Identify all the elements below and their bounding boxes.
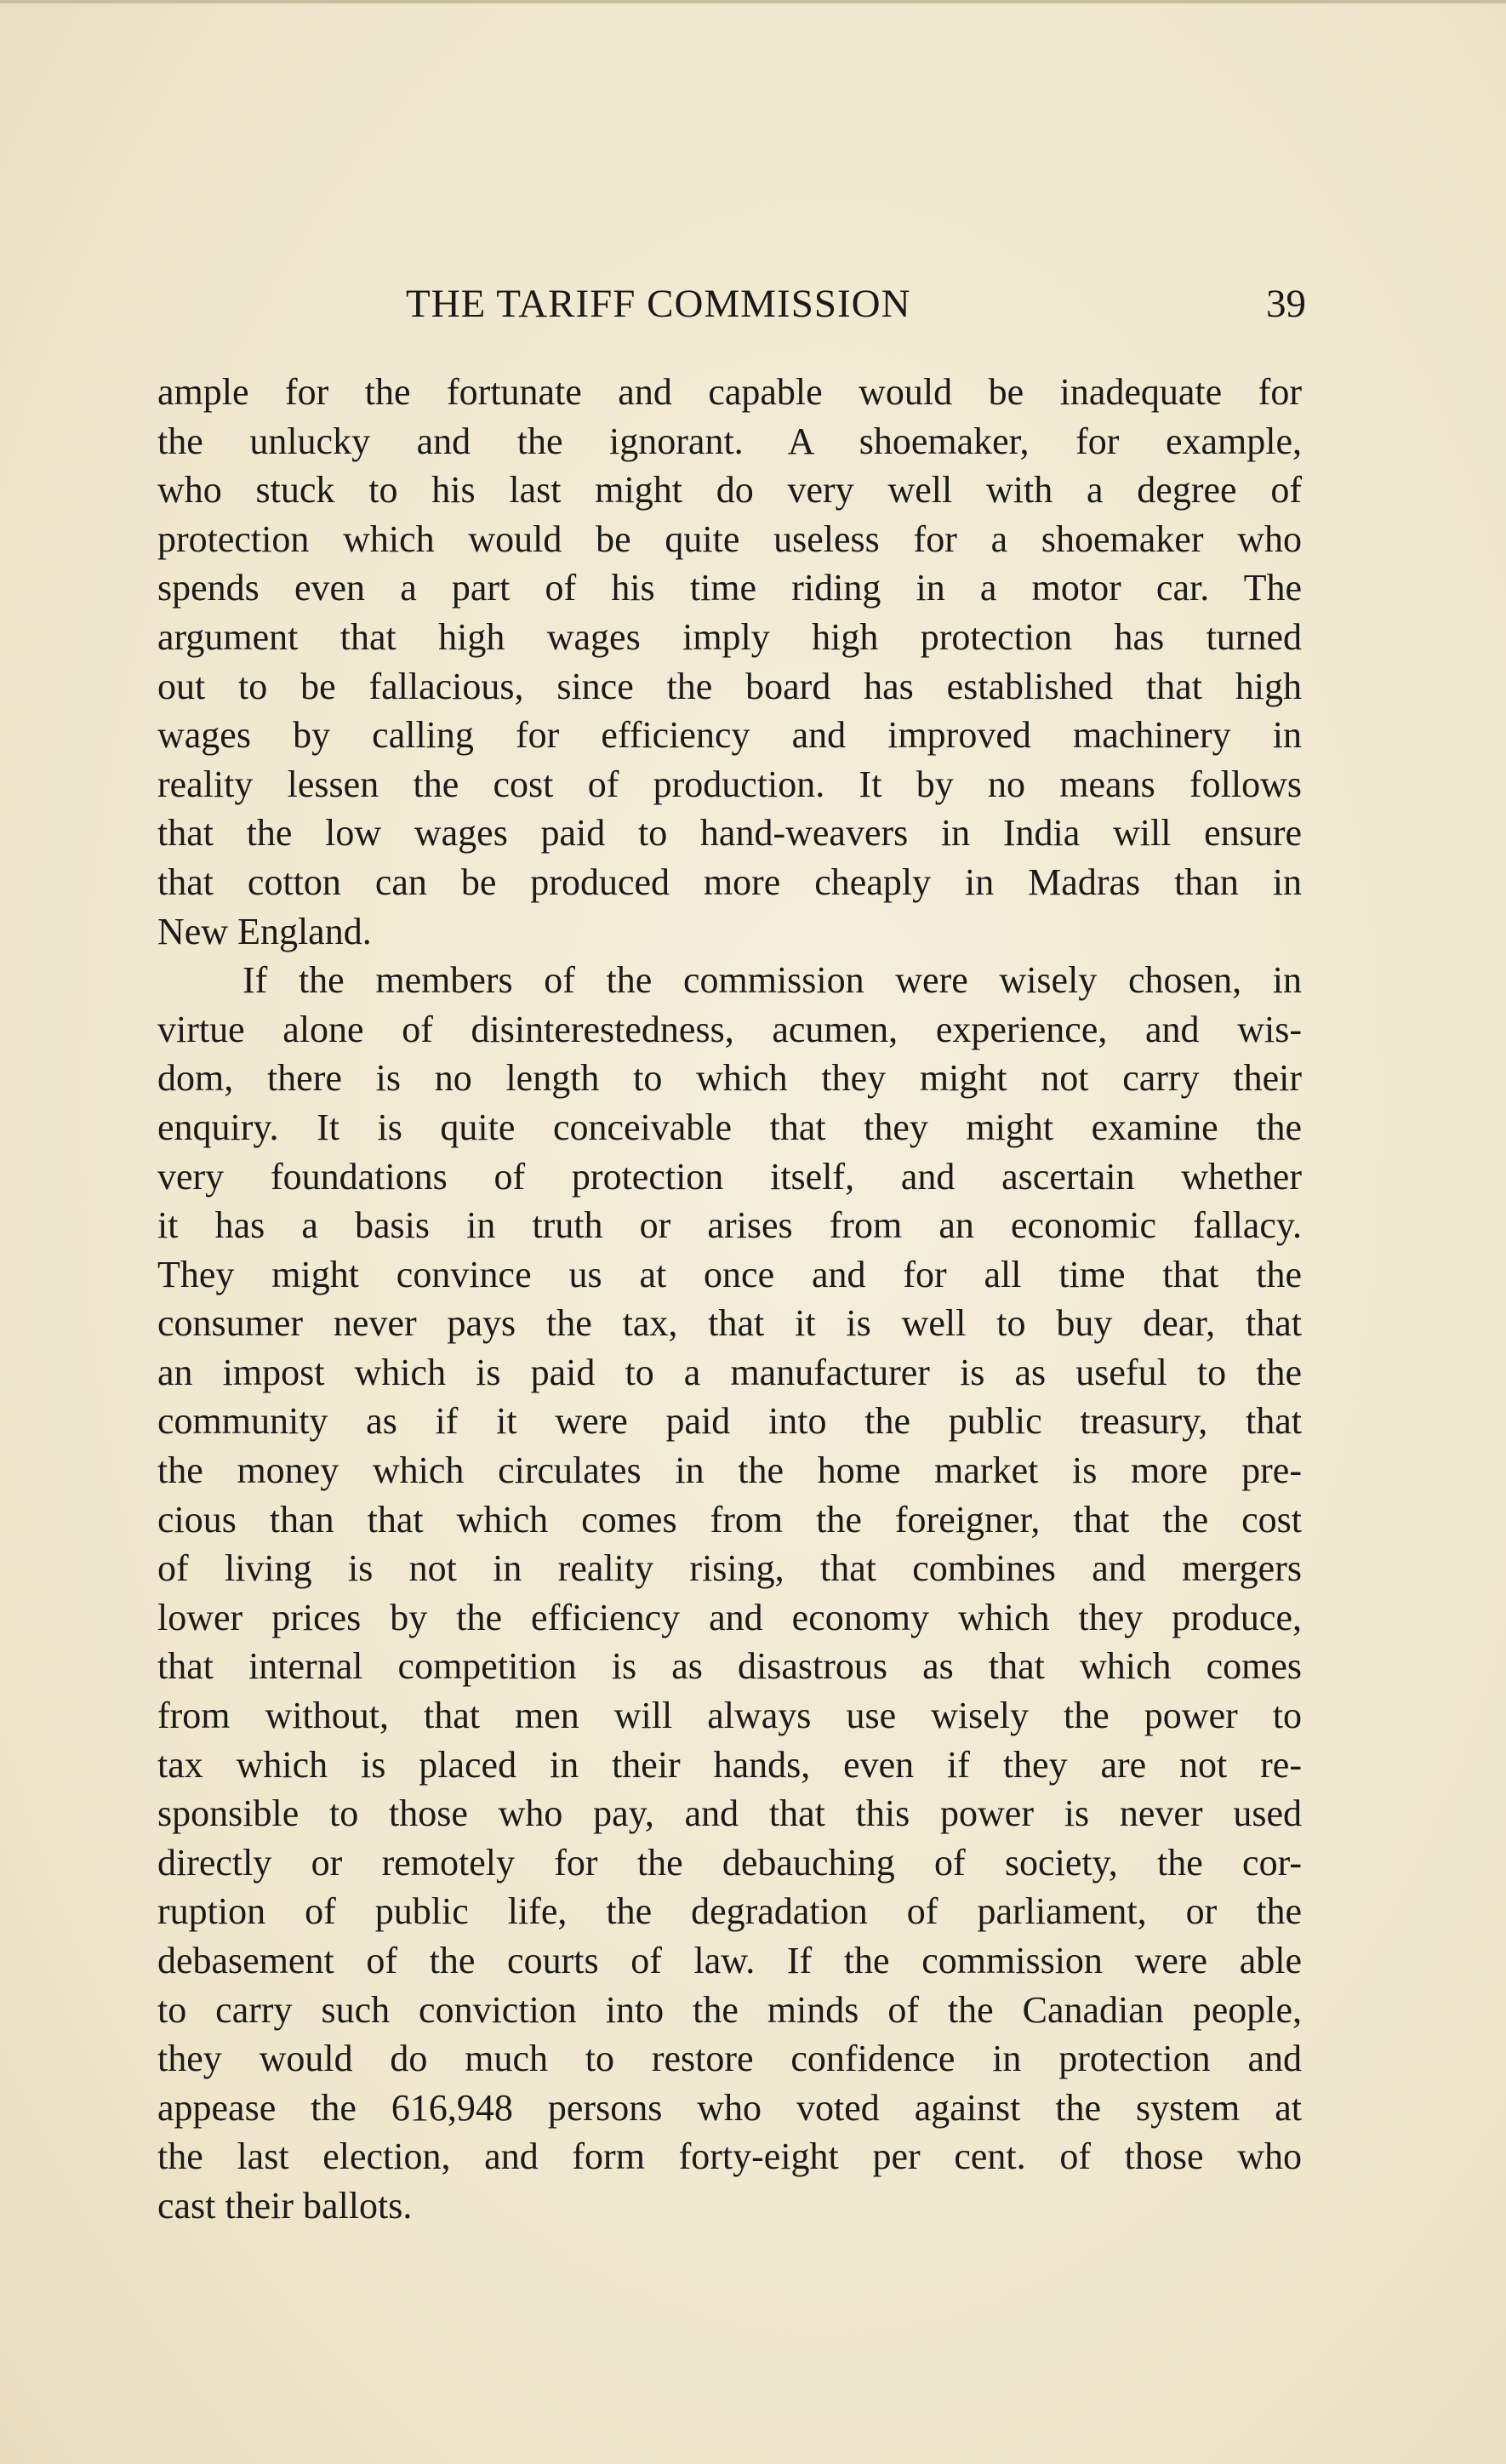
- text-line: reality lessen the cost of production. It by no means follows: [157, 763, 1302, 805]
- text-line: that the low wages paid to hand-weavers in India will ensure: [157, 812, 1302, 855]
- text-line: ample for the fortunate and capable would be inadequate for: [157, 371, 1302, 413]
- text-line: argument that high wages imply high protection has turned: [157, 615, 1302, 658]
- text-line: cious than that which comes from the foreigner, that the cost: [157, 1498, 1302, 1541]
- text-line: They might convince us at once and for all time that the: [157, 1253, 1302, 1295]
- text-line: to carry such conviction into the minds of the Canadian people,: [157, 1988, 1302, 2031]
- text-line: debasement of the courts of law. If the commission were able: [157, 1940, 1302, 1981]
- text-line: tax which is placed in their hands, even if they are not re-: [157, 1743, 1302, 1786]
- text-line: from without, that men will always use wisely the power to: [157, 1695, 1302, 1737]
- text-line: that cotton can be produced more cheaply in Madras than in: [157, 860, 1302, 903]
- text-line: New England.: [157, 910, 372, 952]
- text-line: of living is not in reality rising, that combines and mergers: [157, 1547, 1302, 1590]
- running-title: THE TARIFF COMMISSION: [406, 282, 911, 326]
- page-header: [157, 281, 1306, 332]
- text-line: that internal competition is as disastrous as that which comes: [157, 1645, 1302, 1688]
- text-line: lower prices by the efficiency and economy which they produce,: [157, 1596, 1302, 1638]
- text-line: the unlucky and the ignorant. A shoemaker, for example,: [157, 420, 1302, 462]
- text-line: virtue alone of disinterestedness, acumen, experience, and wis-: [157, 1008, 1302, 1050]
- text-line: ruption of public life, the degradation of parliament, or the: [157, 1890, 1302, 1933]
- text-line: wages by calling for efficiency and improved machinery in: [157, 714, 1302, 757]
- text-line: out to be fallacious, since the board has established that high: [157, 665, 1302, 707]
- text-line: consumer never pays the tax, that it is well to buy dear, that: [157, 1302, 1302, 1345]
- text-line: enquiry. It is quite conceivable that they might examine the: [157, 1106, 1302, 1148]
- text-line: sponsible to those who pay, and that this power is never used: [157, 1792, 1302, 1835]
- text-line: the last election, and form forty-eight per cent. of those who: [157, 2135, 1302, 2178]
- text-line: they would do much to restore confidence in protection and: [157, 2038, 1302, 2080]
- text-line: spends even a part of his time riding in a motor car. The: [157, 567, 1302, 609]
- text-line: cast their ballots.: [157, 2184, 413, 2227]
- page-number: 39: [1266, 282, 1306, 326]
- text-line: protection which would be quite useless for a shoemaker who: [157, 517, 1302, 560]
- text-line: community as if it were paid into the public treasury, that: [157, 1400, 1302, 1443]
- text-line: appease the 616,948 persons who voted against the system at: [157, 2086, 1302, 2129]
- text-line: it has a basis in truth or arises from an economic fallacy.: [157, 1204, 1302, 1247]
- text-line: an impost which is paid to a manufacturer is as useful to the: [157, 1351, 1302, 1393]
- page-top-edge: [0, 0, 1506, 3]
- text-line: who stuck to his last might do very well with a degree of: [157, 469, 1302, 512]
- text-line: very foundations of protection itself, and ascertain whether: [157, 1155, 1302, 1198]
- text-line: the money which circulates in the home market is more pre-: [157, 1449, 1302, 1492]
- text-line: directly or remotely for the debauching of society, the cor-: [157, 1841, 1302, 1884]
- text-line: If the members of the commission were wisely chosen, in: [242, 959, 1302, 1002]
- body-text: [157, 368, 1302, 2231]
- text-line: dom, there is no length to which they might not carry their: [157, 1057, 1302, 1100]
